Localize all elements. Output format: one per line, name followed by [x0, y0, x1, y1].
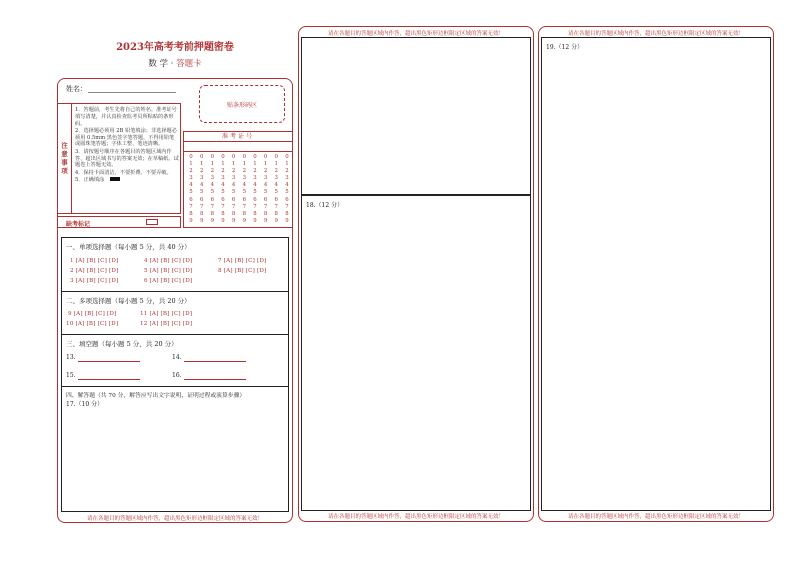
ticket-digit-bubble[interactable]: 8 — [221, 210, 225, 217]
q6-options[interactable]: 6 [A] [B] [C] [D] — [144, 278, 193, 284]
ticket-digit-bubble[interactable]: 5 — [253, 189, 257, 196]
q8-options[interactable]: 8 [A] [B] [C] [D] — [218, 268, 267, 274]
ticket-digit-bubble[interactable]: 9 — [221, 217, 225, 224]
ticket-digit-bubble[interactable]: 4 — [242, 182, 246, 189]
ticket-number-write-row[interactable] — [184, 142, 292, 152]
ticket-digit-bubble[interactable]: 3 — [189, 175, 193, 182]
ticket-digit-bubble[interactable]: 2 — [231, 168, 236, 175]
ticket-digit-bubble[interactable]: 7 — [221, 203, 225, 210]
ticket-digit-bubble[interactable]: 3 — [253, 175, 257, 182]
ticket-digit-bubble[interactable]: 2 — [253, 168, 257, 175]
note-item-5 — [75, 177, 179, 184]
ticket-digit-bubble[interactable]: 6 — [242, 196, 246, 203]
ticket-digit-bubble[interactable]: 1 — [231, 161, 236, 168]
ticket-digit-bubble[interactable]: 3 — [210, 175, 215, 182]
q10-options[interactable]: 10 [A] [B] [C] [D] — [66, 321, 119, 327]
barcode-area — [199, 85, 285, 123]
ticket-digit-bubble[interactable]: 9 — [189, 217, 193, 224]
ticket-digit-bubble[interactable]: 2 — [285, 168, 289, 175]
ticket-digit-bubble[interactable]: 4 — [253, 182, 257, 189]
ticket-digit-bubble[interactable]: 0 — [263, 154, 268, 160]
ticket-digit-bubble[interactable]: 2 — [242, 168, 246, 175]
ticket-digit-bubble[interactable]: 9 — [253, 217, 257, 224]
ticket-digit-bubble[interactable]: 5 — [231, 189, 236, 196]
name-label: 姓名： — [66, 85, 87, 93]
ticket-digit-bubble[interactable]: 0 — [285, 154, 289, 160]
q5-options[interactable]: 5 [A] [B] [C] [D] — [144, 268, 193, 274]
q14-blank[interactable] — [184, 361, 246, 362]
ticket-digit-column — [230, 154, 238, 226]
ticket-digit-bubble[interactable]: 7 — [285, 203, 289, 210]
ticket-digit-bubble[interactable]: 9 — [242, 217, 246, 224]
ticket-digit-bubble[interactable]: 8 — [253, 210, 257, 217]
barcode-label: 贴条形码区 — [226, 101, 257, 109]
ticket-digit-column — [272, 154, 280, 226]
ticket-digit-bubble[interactable]: 5 — [263, 189, 268, 196]
ticket-digit-bubble[interactable]: 3 — [242, 175, 246, 182]
q12-options[interactable]: 12 [A] [B] [C] [D] — [140, 321, 193, 327]
ticket-digit-bubble[interactable]: 7 — [231, 203, 236, 210]
ticket-digit-bubble[interactable]: 4 — [221, 182, 225, 189]
section2-header: 二、多项选择题（每小题 5 分，共 20 分） — [66, 297, 191, 305]
absent-label: 缺考标记 — [66, 221, 91, 228]
ticket-digit-bubble[interactable]: 8 — [189, 210, 193, 217]
ticket-digit-bubble[interactable]: 6 — [285, 196, 289, 203]
ticket-digit-bubble[interactable]: 0 — [253, 154, 257, 160]
warning-middle-bottom: 请在各题目的答题区域内作答，超出黑色矩形边框限定区域的答案无效！ — [327, 514, 504, 520]
note-item-3: 3．请按题号顺序在各题目的答题区域内作答，超出区域书写的答案无效；在草稿纸、试题卷上答题无效。 — [75, 148, 179, 169]
section3-header: 三、填空题（每小题 5 分，共 20 分） — [66, 340, 178, 348]
ticket-digit-column — [283, 154, 291, 226]
ticket-digit-bubble[interactable]: 5 — [210, 189, 215, 196]
warning-right-top: 请在各题目的答题区域内作答，超出黑色矩形边框限定区域的答案无效！ — [567, 31, 744, 37]
ticket-digit-bubble[interactable]: 3 — [263, 175, 268, 182]
note-item-5-text: 5．正确填涂 — [75, 176, 105, 183]
ticket-digit-bubble[interactable]: 1 — [253, 161, 257, 168]
ticket-digit-bubble[interactable]: 0 — [221, 154, 225, 160]
ticket-digit-bubble[interactable]: 4 — [189, 182, 193, 189]
ticket-number-grid — [183, 131, 293, 228]
ticket-digit-bubble[interactable]: 7 — [263, 203, 268, 210]
exam-title: 2023年高考考前押题密卷 — [116, 42, 234, 53]
ticket-digit-bubble[interactable]: 4 — [231, 182, 236, 189]
ticket-digit-bubble[interactable]: 6 — [231, 196, 236, 203]
ticket-digit-bubble[interactable]: 9 — [199, 217, 204, 224]
ticket-digit-bubble[interactable]: 4 — [263, 182, 268, 189]
q19-answer-area[interactable] — [542, 52, 770, 510]
ticket-digit-bubble[interactable]: 0 — [231, 154, 236, 160]
ticket-digit-column — [187, 154, 195, 226]
ticket-digit-bubble[interactable]: 0 — [242, 154, 246, 160]
subtitle-dot: · — [170, 59, 174, 69]
ticket-digit-bubble[interactable]: 0 — [274, 154, 278, 160]
ticket-digit-bubble[interactable]: 5 — [221, 189, 225, 196]
ticket-digit-bubble[interactable]: 6 — [274, 196, 278, 203]
q15-label: 15. — [66, 372, 76, 379]
notes-side-label: 注意事项 — [58, 104, 72, 213]
ticket-digit-bubble[interactable]: 9 — [285, 217, 289, 224]
ticket-digit-bubble[interactable]: 8 — [274, 210, 278, 217]
ticket-title: 准考证号 — [184, 132, 292, 142]
q18-answer-area[interactable] — [302, 209, 530, 510]
ticket-digit-bubble[interactable]: 5 — [285, 189, 289, 196]
notes-list — [75, 107, 179, 184]
ticket-digit-bubble[interactable]: 0 — [210, 154, 215, 160]
q17-continued-frame[interactable] — [301, 37, 531, 195]
ticket-digit-bubble[interactable]: 1 — [221, 161, 225, 168]
ticket-digit-bubble[interactable]: 3 — [274, 175, 278, 182]
ticket-digit-bubble[interactable]: 3 — [285, 175, 289, 182]
ticket-digit-bubble[interactable]: 7 — [274, 203, 278, 210]
ticket-digit-bubble[interactable]: 6 — [189, 196, 193, 203]
ticket-digit-bubble[interactable]: 1 — [210, 161, 215, 168]
ticket-digit-bubble[interactable]: 6 — [253, 196, 257, 203]
ticket-digit-bubble[interactable]: 9 — [231, 217, 236, 224]
q14-label: 14. — [172, 354, 182, 361]
warning-middle-top: 请在各题目的答题区域内作答，超出黑色矩形边框限定区域的答案无效！ — [327, 31, 504, 37]
note-item-4: 4．保持卡面清洁，不要折叠、不要弄破。 — [75, 169, 172, 176]
q1-options[interactable]: 1 [A] [B] [C] [D] — [70, 258, 119, 264]
answer-card-label: 答题卡 — [176, 59, 202, 69]
note-item-1: 1．答题前，考生先将自己的姓名、准考证号填写清楚，并认真检查监考员所粘贴的条形码。 — [75, 107, 177, 127]
ticket-digit-bubble[interactable]: 1 — [285, 161, 289, 168]
ticket-digit-bubble[interactable]: 6 — [263, 196, 268, 203]
q16-blank[interactable] — [184, 379, 246, 380]
ticket-digit-bubble[interactable]: 6 — [221, 196, 225, 203]
ticket-digit-column — [219, 154, 227, 226]
section4-header: 四、解答题（共 70 分，解答应写出文字说明、证明过程或演算步骤） — [66, 393, 246, 399]
ticket-digit-column — [251, 154, 259, 226]
ticket-digit-bubble[interactable]: 2 — [189, 168, 193, 175]
warning-right-bottom: 请在各题目的答题区域内作答，超出黑色矩形边框限定区域的答案无效！ — [567, 514, 744, 520]
ticket-digit-columns — [187, 154, 291, 226]
ticket-digit-bubble[interactable]: 2 — [210, 168, 215, 175]
q16-label: 16. — [172, 372, 182, 379]
section1-header: 一、单项选择题（每小题 5 分，共 40 分） — [66, 243, 191, 251]
q2-options[interactable]: 2 [A] [B] [C] [D] — [70, 268, 119, 274]
ticket-digit-bubble[interactable]: 9 — [210, 217, 215, 224]
q15-blank[interactable] — [78, 379, 140, 380]
ticket-digit-bubble[interactable]: 2 — [199, 168, 204, 175]
ticket-digit-bubble[interactable]: 0 — [189, 154, 193, 160]
note-item-2: 2．选择题必须用 2B 铅笔填涂；非选择题必须用 0.5mm 黑色签字笔答题，不得用铅笔或圆珠笔答题；字体工整、笔迹清晰。 — [75, 127, 177, 148]
ticket-digit-bubble[interactable]: 3 — [231, 175, 236, 182]
q3-options[interactable]: 3 [A] [B] [C] [D] — [70, 278, 119, 284]
ticket-digit-bubble[interactable]: 8 — [242, 210, 246, 217]
ticket-digit-bubble[interactable]: 4 — [285, 182, 289, 189]
q13-label: 13. — [66, 354, 76, 361]
q13-blank[interactable] — [78, 361, 140, 362]
ticket-digit-bubble[interactable]: 0 — [199, 154, 204, 160]
ticket-digit-bubble[interactable]: 6 — [210, 196, 215, 203]
q9-options[interactable]: 9 [A] [B] [C] [D] — [68, 311, 117, 317]
ticket-digit-column — [208, 154, 216, 226]
ticket-digit-bubble[interactable]: 1 — [199, 161, 204, 168]
name-field[interactable] — [88, 92, 176, 93]
ticket-digit-bubble[interactable]: 7 — [242, 203, 246, 210]
ticket-digit-bubble[interactable]: 1 — [263, 161, 268, 168]
ticket-digit-bubble[interactable]: 4 — [210, 182, 215, 189]
fill-sample-mark — [110, 177, 120, 181]
q18-label: 18.（12 分） — [306, 202, 344, 209]
ticket-digit-bubble[interactable]: 5 — [199, 189, 204, 196]
ticket-digit-bubble[interactable]: 5 — [242, 189, 246, 196]
q17-label: 17.（10 分） — [66, 401, 104, 408]
ticket-digit-bubble[interactable]: 4 — [274, 182, 278, 189]
absent-checkbox[interactable] — [146, 219, 158, 225]
ticket-digit-bubble[interactable]: 3 — [221, 175, 225, 182]
ticket-digit-bubble[interactable]: 7 — [210, 203, 215, 210]
q11-options[interactable]: 11 [A] [B] [C] [D] — [140, 311, 193, 317]
ticket-digit-bubble[interactable]: 7 — [253, 203, 257, 210]
exam-subtitle — [57, 57, 293, 69]
ticket-digit-bubble[interactable]: 3 — [199, 175, 204, 182]
absent-mark-row — [57, 216, 181, 228]
ticket-digit-column — [198, 154, 206, 226]
q19-label: 19.（12 分） — [546, 44, 584, 51]
section2-divider — [61, 334, 289, 335]
warning-left: 请在各题目的答题区域内作答，超出黑色矩形边框限定区域的答案无效！ — [86, 516, 263, 522]
section1-divider — [61, 291, 289, 292]
ticket-digit-bubble[interactable]: 1 — [274, 161, 278, 168]
ticket-digit-bubble[interactable]: 1 — [242, 161, 246, 168]
ticket-digit-bubble[interactable]: 8 — [210, 210, 215, 217]
ticket-digit-bubble[interactable]: 9 — [274, 217, 278, 224]
subject-name: 数 学 — [148, 59, 169, 69]
ticket-digit-bubble[interactable]: 5 — [189, 189, 193, 196]
notes-box — [57, 103, 181, 214]
ticket-digit-bubble[interactable]: 6 — [199, 196, 204, 203]
ticket-digit-bubble[interactable]: 8 — [231, 210, 236, 217]
ticket-digit-column — [240, 154, 248, 226]
ticket-digit-bubble[interactable]: 8 — [199, 210, 204, 217]
ticket-digit-bubble[interactable]: 1 — [189, 161, 193, 168]
ticket-digit-bubble[interactable]: 4 — [199, 182, 204, 189]
ticket-digit-bubble[interactable]: 2 — [221, 168, 225, 175]
ticket-digit-bubble[interactable]: 9 — [263, 217, 268, 224]
ticket-digit-bubble[interactable]: 5 — [274, 189, 278, 196]
q4-options[interactable]: 4 [A] [B] [C] [D] — [144, 258, 193, 264]
q7-options[interactable]: 7 [A] [B] [C] [D] — [218, 258, 267, 264]
ticket-digit-bubble[interactable]: 8 — [285, 210, 289, 217]
ticket-digit-bubble[interactable]: 2 — [263, 168, 268, 175]
ticket-digit-bubble[interactable]: 2 — [274, 168, 278, 175]
ticket-digit-bubble[interactable]: 7 — [199, 203, 204, 210]
ticket-digit-column — [262, 154, 270, 226]
q17-answer-area[interactable] — [62, 408, 288, 511]
ticket-digit-bubble[interactable]: 7 — [189, 203, 193, 210]
ticket-digit-bubble[interactable]: 8 — [263, 210, 268, 217]
section3-divider — [61, 386, 289, 387]
